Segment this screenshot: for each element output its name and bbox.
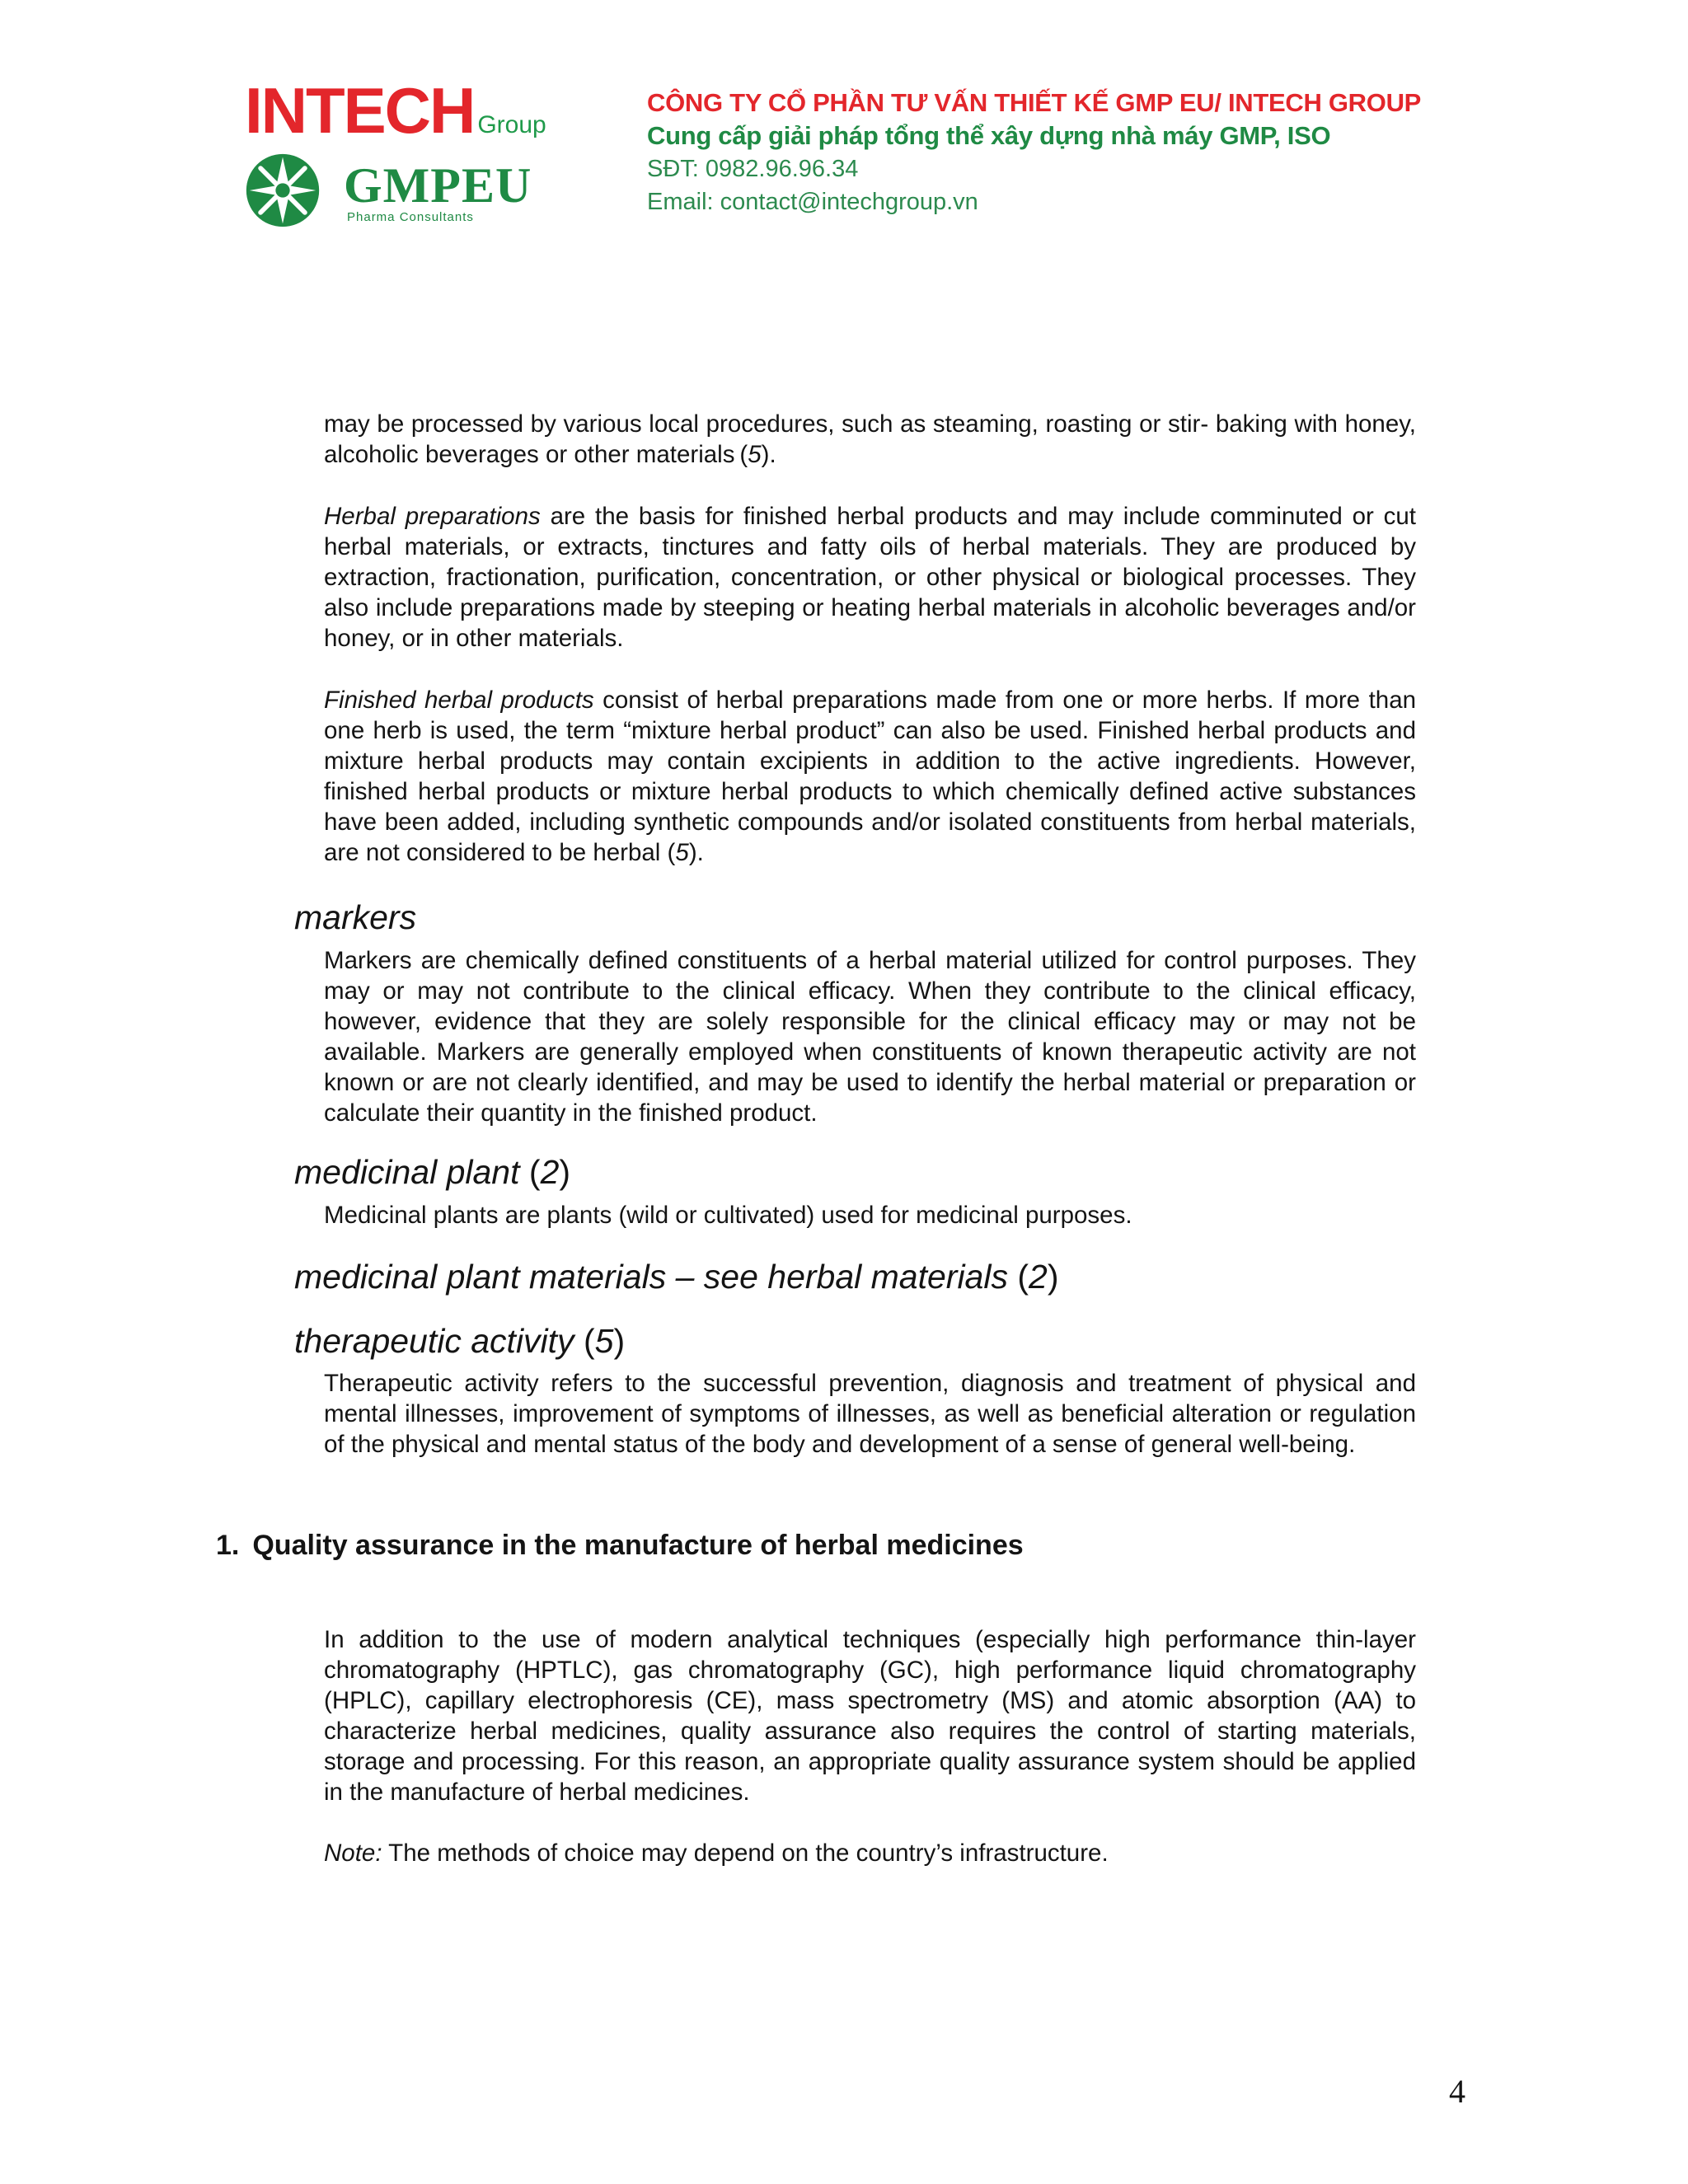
page-number: 4 bbox=[1449, 2073, 1465, 2110]
term-heading-medicinal-plant: medicinal plant (2) bbox=[294, 1153, 571, 1191]
paragraph-medicinal-plant: Medicinal plants are plants (wild or cultivated) used for medicinal purposes. bbox=[324, 1202, 1132, 1229]
reference: 5 bbox=[675, 839, 689, 866]
term-heading-medicinal-plant-materials: medicinal plant materials – see herbal materials (2) bbox=[294, 1258, 1059, 1296]
reference: 2 bbox=[540, 1153, 560, 1191]
paragraph-markers: Markers are chemically defined constituents of a herbal material utilized for control purposes. They may or may not contribute to the clinical efficacy. When they contribute to the clinical efficacy, however, evidence that they are solely responsible for the clinical efficacy may or may not be available. Markers are generally employed when constituents of known therapeutic activity are not known or are not clearly identified, and may be used to identify the herbal material or preparation or calculate their quantity in the finished product. bbox=[324, 947, 1416, 1127]
company-name: CÔNG TY CỔ PHẦN TƯ VẤN THIẾT KẾ GMP EU/ INTECH GROUP bbox=[647, 88, 1422, 117]
section-number: 1. bbox=[216, 1530, 240, 1561]
intech-group-wordmark: Group bbox=[477, 111, 546, 138]
gmpeu-tagline: Pharma Consultants bbox=[347, 210, 474, 224]
paragraph-processing: may be processed by various local procedures, such as steaming, roasting or stir- baking with honey, alcoholic beverages or other materials (5). bbox=[324, 410, 1416, 468]
section-heading-quality-assurance bbox=[216, 1527, 1024, 1563]
reference: 2 bbox=[1029, 1258, 1048, 1296]
company-info bbox=[647, 87, 1421, 218]
paragraph-quality-assurance: In addition to the use of modern analytical techniques (especially high performance thin-layer chromatography (HPTLC), gas chromatography (GC), high performance liquid chromatography (HPLC), capillary electrophoresis (CE), mass spectrometry (MS) and atomic absorption (AA) to characterize herbal medicines, quality assurance also requires the control of starting materials, storage and processing. For this reason, an appropriate quality assurance system should be applied in the manufacture of herbal medicines. bbox=[324, 1626, 1416, 1806]
gmpeu-wordmark: GMPEU bbox=[344, 158, 532, 213]
defined-term: Herbal preparations bbox=[324, 503, 541, 530]
gmpeu-emblem-icon bbox=[243, 151, 322, 230]
term-heading-markers: markers bbox=[294, 898, 417, 936]
paragraph-finished-herbal-products: Finished herbal products consist of herbal preparations made from one or more herbs. If more than one herb is used, the term “mixture herbal product” can also be used. Finished herbal products and mixture herbal products may contain excipients in addition to the active ingredients. However, finished herbal products or mixture herbal products to which chemically defined active substances have been added, including synthetic compounds and/or isolated constituents from herbal materials, are not considered to be herbal (5). bbox=[324, 687, 1417, 866]
company-email: Email: contact@intechgroup.vn bbox=[647, 189, 978, 215]
reference: 5 bbox=[748, 441, 762, 468]
company-phone: SĐT: 0982.96.96.34 bbox=[647, 156, 859, 182]
company-logo bbox=[243, 74, 546, 235]
paragraph-herbal-preparations: Herbal preparations are the basis for finished herbal products and may include comminuted or cut herbal materials, or extracts, tinctures and fatty oils of herbal materials. They are produced by extraction, fractionation, purification, concentration, or other physical or biological processes. They also include preparations made by steeping or heating herbal materials in alcoholic beverages and/or honey, or in other materials. bbox=[324, 503, 1417, 652]
section-title: Quality assurance in the manufacture of herbal medicines bbox=[252, 1530, 1024, 1561]
reference: 5 bbox=[594, 1322, 614, 1360]
defined-term: Finished herbal products bbox=[324, 687, 594, 714]
note-label: Note: bbox=[324, 1840, 382, 1867]
intech-wordmark: INTECH bbox=[245, 74, 475, 147]
company-slogan: Cung cấp giải pháp tổng thể xây dựng nhà máy GMP, ISO bbox=[647, 121, 1331, 150]
paragraph-note: Note: The methods of choice may depend on the country’s infrastructure. bbox=[324, 1840, 1109, 1867]
term-heading-therapeutic-activity: therapeutic activity (5) bbox=[294, 1322, 626, 1360]
paragraph-therapeutic-activity: Therapeutic activity refers to the successful prevention, diagnosis and treatment of physical and mental illnesses, improvement of symptoms of illnesses, as well as beneficial alteration or regulation of the physical and mental status of the body and development of a sense of general well-being. bbox=[324, 1370, 1416, 1458]
intech-logo bbox=[245, 74, 546, 147]
